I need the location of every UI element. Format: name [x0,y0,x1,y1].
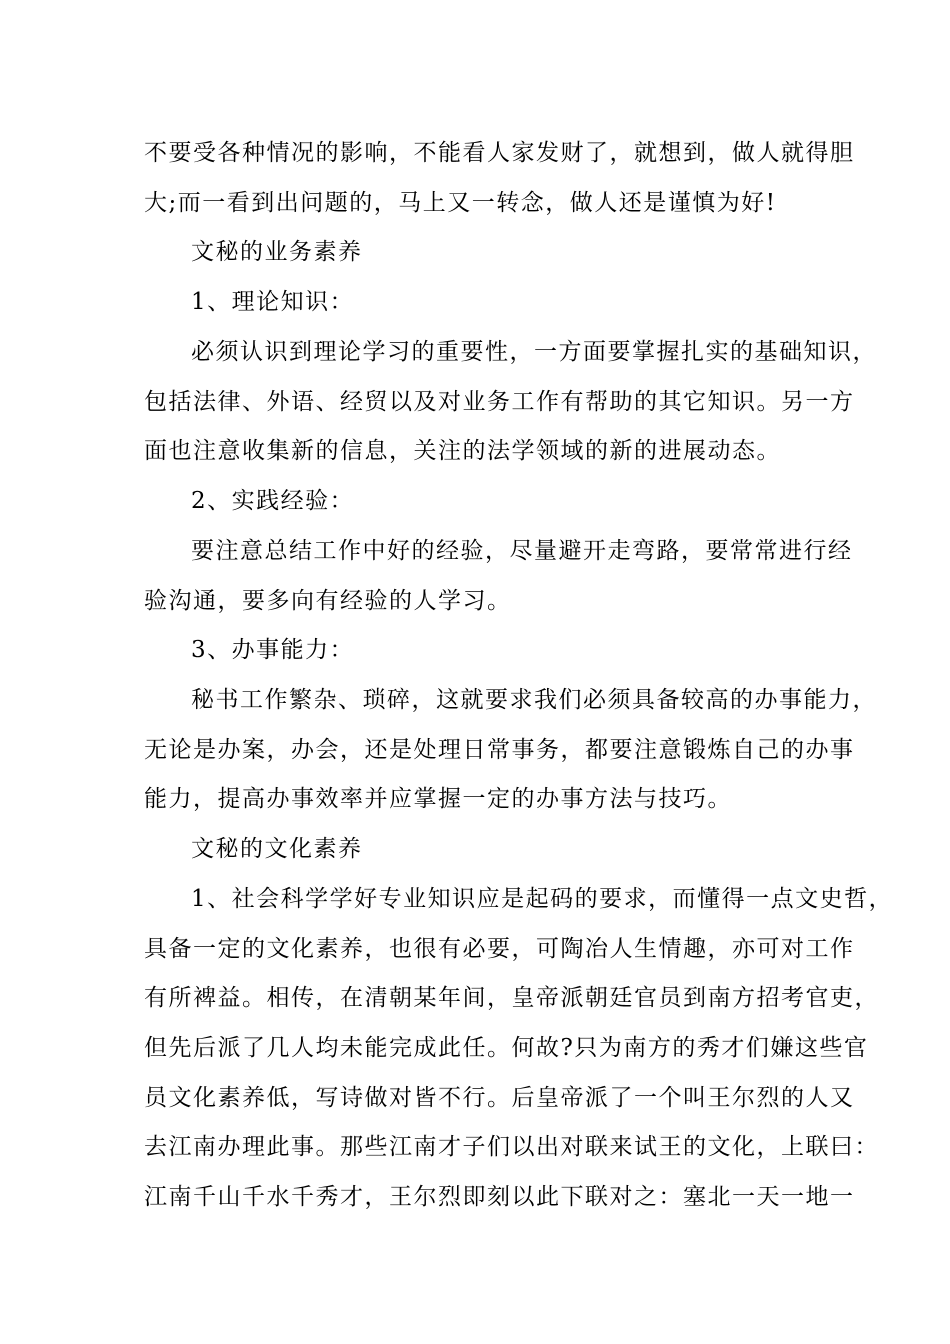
paragraph-line: 无论是办案，办会，还是处理日常事务，都要注意锻炼自己的办事 [144,737,855,763]
section-heading-business: 文秘的业务素养 [191,239,363,265]
paragraph-line: 面也注意收集新的信息，关注的法学领域的新的进展动态。 [144,438,781,464]
paragraph-line: 1、社会科学学好专业知识应是起码的要求，而懂得一点文史哲， [191,886,894,912]
paragraph-line: 员文化素养低，写诗做对皆不行。后皇帝派了一个叫王尔烈的人又 [144,1085,855,1111]
paragraph-line: 要注意总结工作中好的经验，尽量避开走弯路，要常常进行经 [191,538,853,564]
paragraph-line: 秘书工作繁杂、琐碎，这就要求我们必须具备较高的办事能力， [191,687,877,713]
paragraph-line: 包括法律、外语、经贸以及对业务工作有帮助的其它知识。另一方 [144,389,855,415]
section-heading-culture: 文秘的文化素养 [191,836,363,862]
subheading-theory: 1、理论知识： [191,289,355,315]
paragraph-line: 能力，提高办事效率并应掌握一定的办事方法与技巧。 [144,786,732,812]
paragraph-line: 但先后派了几人均未能完成此任。何故?只为南方的秀才们嫌这些官 [144,1035,869,1061]
paragraph-line: 大;而一看到出问题的，马上又一转念，做人还是谨慎为好! [144,190,777,216]
subheading-practice: 2、实践经验： [191,488,355,514]
paragraph-line: 有所裨益。相传，在清朝某年间，皇帝派朝廷官员到南方招考官吏， [144,985,879,1011]
paragraph-line: 不要受各种情况的影响，不能看人家发财了，就想到，做人就得胆 [144,140,855,166]
paragraph-line: 去江南办理此事。那些江南才子们以出对联来试王的文化，上联曰： [144,1134,879,1160]
paragraph-line: 具备一定的文化素养，也很有必要，可陶冶人生情趣，亦可对工作 [144,936,855,962]
paragraph-line: 必须认识到理论学习的重要性，一方面要掌握扎实的基础知识， [191,339,877,365]
paragraph-line: 验沟通，要多向有经验的人学习。 [144,588,512,614]
paragraph-line: 江南千山千水千秀才，王尔烈即刻以此下联对之：塞北一天一地一 [144,1184,855,1210]
subheading-ability: 3、办事能力： [191,637,355,663]
